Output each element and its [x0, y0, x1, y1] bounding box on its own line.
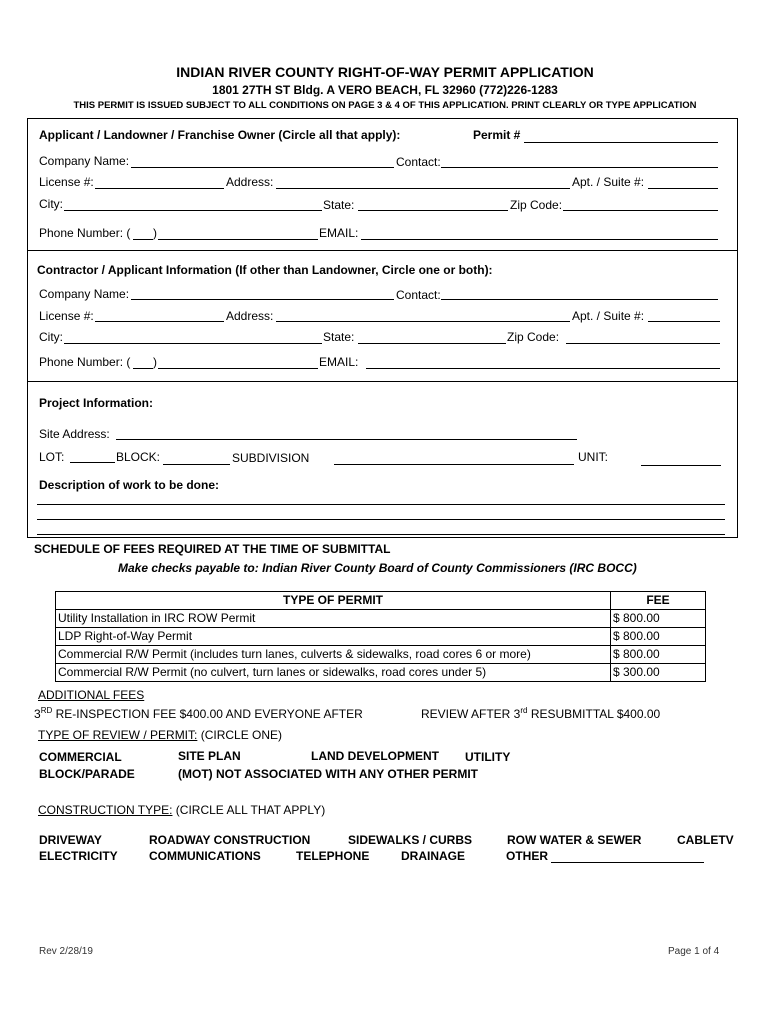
section-divider: [27, 250, 738, 251]
applicant-email-field[interactable]: [361, 239, 718, 240]
construction-option-electricity[interactable]: ELECTRICITY: [39, 849, 118, 863]
contractor-contact-field[interactable]: [441, 299, 718, 300]
subdivision-label: SUBDIVISION: [232, 451, 310, 465]
applicant-state-field[interactable]: [358, 210, 508, 211]
description-line-1[interactable]: [37, 504, 725, 505]
construction-option-communications[interactable]: COMMUNICATIONS: [149, 849, 261, 863]
contractor-state-label: State:: [323, 330, 355, 344]
applicant-heading: Applicant / Landowner / Franchise Owner (Circle all that apply):: [39, 128, 401, 142]
additional-fees-heading: ADDITIONAL FEES: [38, 688, 145, 702]
applicant-apt-field[interactable]: [648, 188, 718, 189]
contractor-phone-paren: ): [153, 355, 157, 369]
description-line-2[interactable]: [37, 519, 725, 520]
permit-type-cell: Commercial R/W Permit (includes turn lanes, culverts & sidewalks, road cores 6 or more): [56, 646, 611, 664]
contractor-email-label: EMAIL:: [319, 355, 359, 369]
ordinal-suffix: rd: [520, 706, 528, 715]
fees-heading: SCHEDULE OF FEES REQUIRED AT THE TIME OF SUBMITTAL: [34, 542, 391, 556]
applicant-state-label: State:: [323, 198, 355, 212]
table-row: [56, 610, 706, 628]
contractor-apt-label: Apt. / Suite #:: [572, 309, 645, 323]
site-address-label: Site Address:: [39, 427, 110, 441]
fee-cell: $ 800.00: [611, 646, 706, 664]
subdivision-field[interactable]: [334, 464, 574, 465]
construction-option-drainage[interactable]: DRAINAGE: [401, 849, 466, 863]
construction-option-telephone[interactable]: TELEPHONE: [296, 849, 370, 863]
applicant-license-label: License #:: [39, 175, 94, 189]
fee-column-header: FEE: [611, 592, 706, 610]
block-label: BLOCK:: [116, 450, 161, 464]
lot-label: LOT:: [39, 450, 65, 464]
applicant-zip-field[interactable]: [563, 210, 718, 211]
applicant-address-label: Address:: [226, 175, 274, 189]
applicant-company-label: Company Name:: [39, 154, 130, 168]
review-type-instruction: (CIRCLE ONE): [197, 728, 283, 742]
other-specify-field[interactable]: [551, 862, 704, 863]
fee-cell: $ 800.00: [611, 628, 706, 646]
contractor-company-label: Company Name:: [39, 287, 130, 301]
contractor-phone-field[interactable]: [158, 368, 318, 369]
construction-option-row-water-sewer[interactable]: ROW WATER & SEWER: [507, 833, 642, 847]
review-option-utility[interactable]: UTILITY: [465, 750, 511, 764]
applicant-email-label: EMAIL:: [319, 226, 359, 240]
office-address: 1801 27TH ST Bldg. A VERO BEACH, FL 32960 (772)226-1283: [212, 83, 558, 97]
contractor-contact-label: Contact:: [396, 288, 441, 302]
review-option-commercial[interactable]: COMMERCIAL: [39, 750, 122, 764]
fee-cell: $ 300.00: [611, 664, 706, 682]
review-option-block-parade[interactable]: BLOCK/PARADE: [39, 767, 135, 781]
contractor-email-field[interactable]: [366, 368, 720, 369]
unit-label: UNIT:: [578, 450, 608, 464]
description-label: Description of work to be done:: [39, 478, 220, 492]
contractor-license-field[interactable]: [95, 321, 224, 322]
table-header-row: [56, 592, 706, 610]
lot-field[interactable]: [70, 462, 115, 463]
applicant-phone-paren: ): [153, 226, 157, 240]
construction-type-label: CONSTRUCTION TYPE:: [38, 803, 173, 817]
reinspection-number: 3: [34, 707, 41, 721]
applicant-contact-label: Contact:: [396, 155, 441, 169]
construction-type-instruction: (CIRCLE ALL THAT APPLY): [172, 803, 326, 817]
contractor-heading: Contractor / Applicant Information (If other than Landowner, Circle one or both):: [37, 263, 493, 277]
form-title: INDIAN RIVER COUNTY RIGHT-OF-WAY PERMIT APPLICATION: [176, 64, 594, 80]
fee-cell: $ 800.00: [611, 610, 706, 628]
review-type-label: TYPE OF REVIEW / PERMIT:: [38, 728, 198, 742]
applicant-phone-field[interactable]: [158, 239, 318, 240]
fee-schedule-table: [55, 591, 706, 682]
conditions-notice: THIS PERMIT IS ISSUED SUBJECT TO ALL CONDITIONS ON PAGE 3 & 4 OF THIS APPLICATION. PRINT CLEARLY OR TYPE APPLICATION: [73, 100, 697, 111]
construction-option-cabletv[interactable]: CABLETV: [677, 833, 734, 847]
type-column-header: TYPE OF PERMIT: [56, 592, 611, 610]
table-row: [56, 646, 706, 664]
table-row: [56, 664, 706, 682]
contractor-area-code-field[interactable]: [133, 368, 153, 369]
applicant-zip-label: Zip Code:: [510, 198, 563, 212]
contractor-apt-field[interactable]: [648, 321, 720, 322]
contractor-address-label: Address:: [226, 309, 274, 323]
resubmittal-fee-line: [421, 706, 660, 721]
ordinal-suffix: RD: [40, 706, 53, 715]
construction-type-heading: [38, 803, 325, 817]
review-option-site-plan[interactable]: SITE PLAN: [178, 749, 241, 763]
section-divider: [27, 381, 738, 382]
payable-to-note: Make checks payable to: Indian River County Board of County Commissioners (IRC BOCC): [118, 561, 637, 575]
applicant-address-field[interactable]: [276, 188, 570, 189]
contractor-company-field[interactable]: [131, 299, 394, 300]
revision-date: Rev 2/28/19: [39, 946, 93, 957]
applicant-city-field[interactable]: [64, 210, 322, 211]
table-row: [56, 628, 706, 646]
permit-type-cell: LDP Right-of-Way Permit: [56, 628, 611, 646]
reinspection-text: RE-INSPECTION FEE $400.00 AND EVERYONE AFTER: [52, 707, 363, 721]
permit-type-cell: Commercial R/W Permit (no culvert, turn lanes or sidewalks, road cores under 5): [56, 664, 611, 682]
contractor-address-field[interactable]: [276, 321, 570, 322]
construction-option-sidewalks[interactable]: SIDEWALKS / CURBS: [348, 833, 473, 847]
permit-type-cell: Utility Installation in IRC ROW Permit: [56, 610, 611, 628]
resubmittal-fee: RESUBMITTAL $400.00: [527, 707, 661, 721]
page-number: Page 1 of 4: [668, 946, 720, 957]
resubmittal-text: REVIEW AFTER 3: [421, 707, 521, 721]
contractor-phone-label: Phone Number: (: [39, 355, 131, 369]
applicant-city-label: City:: [39, 197, 63, 211]
applicant-area-code-field[interactable]: [133, 239, 153, 240]
contractor-city-field[interactable]: [64, 343, 322, 344]
unit-field[interactable]: [641, 465, 721, 466]
construction-option-other[interactable]: OTHER: [506, 849, 548, 863]
construction-option-driveway[interactable]: DRIVEWAY: [39, 833, 102, 847]
contractor-state-field[interactable]: [358, 343, 506, 344]
contractor-zip-label: Zip Code:: [507, 330, 560, 344]
site-address-field[interactable]: [116, 439, 577, 440]
reinspection-fee-line: [34, 706, 363, 721]
block-field[interactable]: [163, 464, 230, 465]
construction-option-roadway[interactable]: ROADWAY CONSTRUCTION: [149, 833, 311, 847]
applicant-phone-label: Phone Number: (: [39, 226, 131, 240]
permit-number-field[interactable]: [524, 142, 718, 143]
permit-number-label: Permit #: [473, 128, 521, 142]
applicant-apt-label: Apt. / Suite #:: [572, 175, 645, 189]
project-heading: Project Information:: [39, 396, 154, 410]
applicant-license-field[interactable]: [95, 188, 224, 189]
review-option-land-development[interactable]: LAND DEVELOPMENT: [311, 749, 440, 763]
contractor-city-label: City:: [39, 330, 63, 344]
contractor-license-label: License #:: [39, 309, 94, 323]
applicant-contact-field[interactable]: [441, 167, 718, 168]
contractor-zip-field[interactable]: [566, 343, 720, 344]
review-option-mot[interactable]: (MOT) NOT ASSOCIATED WITH ANY OTHER PERMIT: [178, 767, 478, 781]
applicant-company-field[interactable]: [131, 167, 394, 168]
description-line-3[interactable]: [37, 534, 725, 535]
review-type-heading: [38, 728, 282, 742]
